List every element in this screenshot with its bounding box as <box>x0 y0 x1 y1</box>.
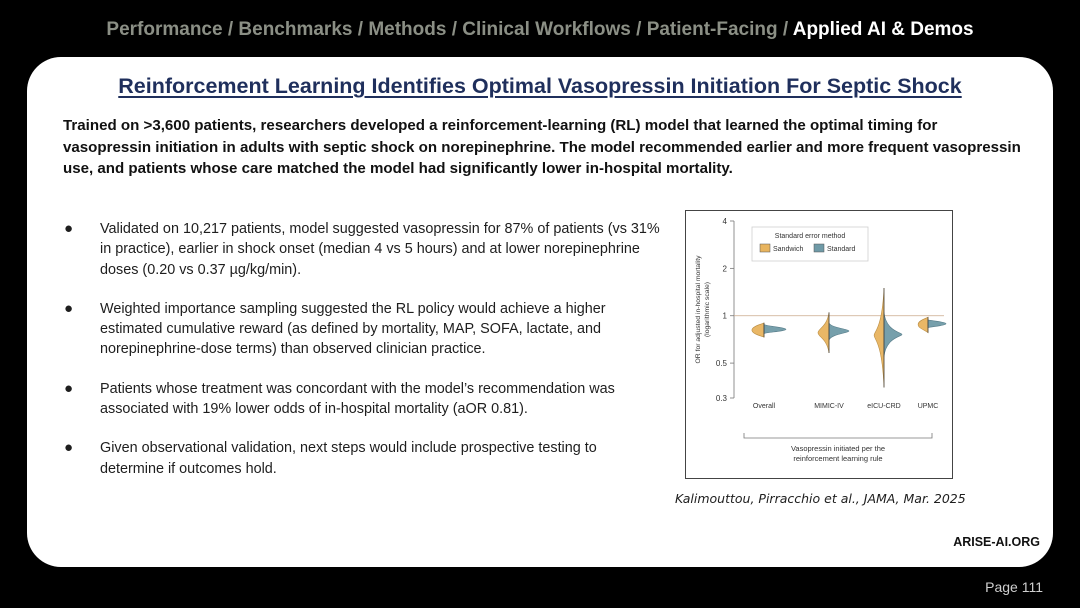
y-tick-label: 2 <box>722 264 727 274</box>
bullet-marker: ● <box>64 220 74 237</box>
bullet-text: Given observational validation, next steps would include prospective testing to determine if outcomes hold. <box>100 440 597 477</box>
page-number: Page 111 <box>985 579 1043 595</box>
violin-standard <box>884 312 902 356</box>
y-tick-label: 0.3 <box>715 394 727 403</box>
legend-entry: Standard <box>827 246 856 253</box>
summary-paragraph: Trained on >3,600 patients, researchers developed a reinforcement-learning (RL) model that learned the optimal timing for vasopressin initiation in adults with septic shock on norepinephrine. The model recommended earlier and more frequent vasopressin use, and patients whose care matched the model had significantly lower in-hospital mortality. <box>63 117 1021 177</box>
y-tick-label: 0.5 <box>715 359 727 369</box>
violin-sandwich <box>874 288 884 387</box>
bullet-item <box>64 379 664 420</box>
violin-sandwich <box>918 317 928 333</box>
y-tick-label: 4 <box>722 217 727 226</box>
legend-swatch <box>760 244 770 252</box>
bullet-marker: ● <box>64 299 74 317</box>
y-tick-label: 1 <box>722 311 727 321</box>
violin-sandwich <box>752 323 764 337</box>
x-tick-label: eICU-CRD <box>867 403 901 410</box>
citation: Kalimouttou, Pirracchio et al., JAMA, Mar. 2025 <box>675 491 966 506</box>
y-axis-label <box>695 255 711 364</box>
breadcrumb-separator: / <box>222 19 239 40</box>
legend-title: Standard error method <box>774 233 846 240</box>
violin-standard <box>928 320 946 328</box>
bullet-item <box>64 299 664 360</box>
x-tick-label: UPMC <box>917 403 939 410</box>
bullet-marker: ● <box>64 439 74 457</box>
breadcrumb-separator: / <box>352 19 369 40</box>
violin-standard <box>829 323 849 340</box>
breadcrumb-separator: / <box>446 19 463 40</box>
legend-entry: Sandwich <box>773 246 804 253</box>
breadcrumb-separator: / <box>777 19 793 40</box>
x-axis-label-line: reinforcement learning rule <box>793 454 883 463</box>
bullet-text: Patients whose treatment was concordant with the model’s recommendation was associated with 19% lower odds of in-hospital mortality (aOR 0.81). <box>100 380 615 418</box>
y-axis-label-line: (logarithmic scale) <box>704 281 711 338</box>
breadcrumb-nav <box>0 19 1080 41</box>
x-bracket <box>744 433 932 438</box>
breadcrumb-item[interactable]: Clinical Workflows <box>462 19 631 40</box>
x-tick-label: MIMIC-IV <box>814 403 844 410</box>
slide-title: Reinforcement Learning Identifies Optimal Vasopressin Initiation For Septic Shock <box>118 74 962 98</box>
violin-chart <box>686 211 952 478</box>
bullet-list <box>64 219 664 498</box>
breadcrumb-item[interactable]: Methods <box>368 19 447 40</box>
bullet-item <box>64 219 664 280</box>
x-tick-label: Overall <box>752 403 776 410</box>
y-axis-label-line: OR for adjusted in-hospital mortality <box>695 255 702 364</box>
violin-standard <box>764 324 786 333</box>
bullet-item <box>64 438 664 479</box>
legend-swatch <box>814 244 824 252</box>
org-label: ARISE-AI.ORG <box>953 535 1040 549</box>
violin-sandwich <box>818 312 829 353</box>
breadcrumb-separator: / <box>630 19 647 40</box>
violin-chart-figure <box>685 210 953 479</box>
x-axis-label-line: Vasopressin initiated per the <box>790 444 886 453</box>
breadcrumb-item[interactable]: Patient-Facing <box>646 19 778 40</box>
slide-card <box>27 57 1053 567</box>
bullet-text: Validated on 10,217 patients, model suggested vasopressin for 87% of patients (vs 31% in practice), earlier in shock onset (median 4 vs 5 hours) and at lower norepinephrine doses (0.20 vs 0.37 µg/kg/min). <box>100 221 660 278</box>
breadcrumb-item[interactable]: Applied AI & Demos <box>792 19 974 40</box>
breadcrumb-item[interactable]: Benchmarks <box>238 19 353 40</box>
bullet-marker: ● <box>64 379 74 397</box>
bullet-text: Weighted importance sampling suggested the RL policy would achieve a higher estimated cumulative reward (as defined by mortality, MAP, SOFA, lactate, and norepinephrine-dose terms) than observed clinician practice. <box>100 300 606 358</box>
breadcrumb-item[interactable]: Performance <box>106 19 223 40</box>
